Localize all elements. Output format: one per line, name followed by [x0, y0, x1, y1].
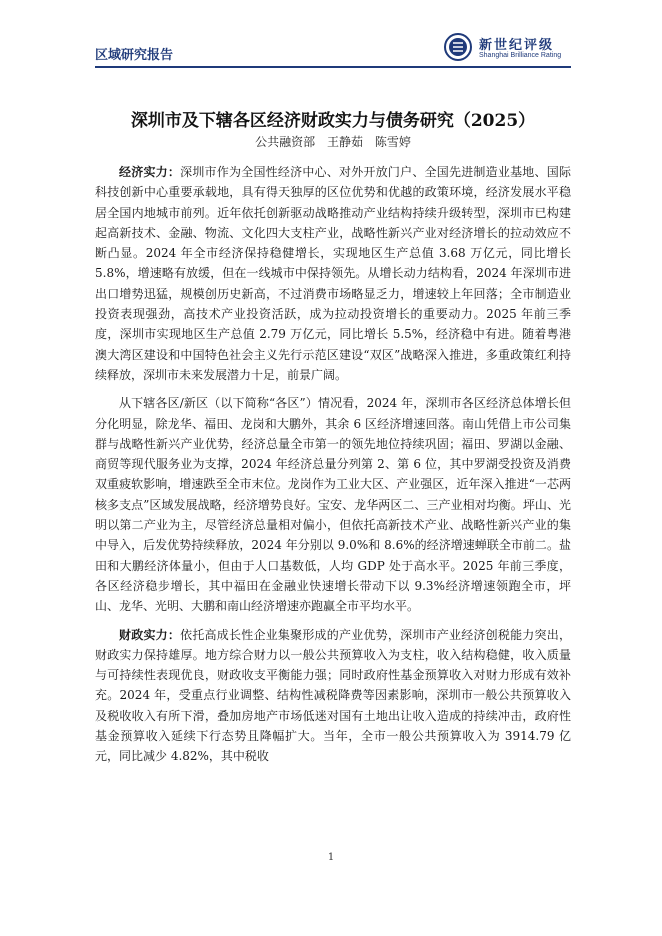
- report-type-label: 区域研究报告: [95, 48, 174, 63]
- section-lead: 财政实力：: [119, 627, 181, 642]
- page-number: 1: [327, 852, 335, 863]
- document-body: [95, 162, 571, 775]
- paragraph-economic-strength: [95, 162, 571, 385]
- author-name: 王静茹: [326, 135, 363, 149]
- author-name: 陈雪婷: [374, 135, 411, 149]
- paragraph-text: 深圳市作为全国性经济中心、对外开放门户、全国先进制造业基地、国际科技创新中心重要承载地，具有得天独厚的区位优势和优越的政策环境，经济发展水平稳居全国内地城市前列。近年依托创新驱动战略推动产业结构持续升级转型，深圳市已构建起高新技术、金融、物流、文化四大支柱产业，战略性新兴产业对经济增长的拉动效应不断凸显。2024 年全市经济保持稳健增长，实现地区生产总值 3.68 万亿元，同比增长 5.8%，增速略有放缓，但在一线城市中保持领先。从增长动力结构看，2024 年深圳市进出口增势迅猛，规模创历史新高，不过消费市场略显乏力，增速较上年回落；全市制造业投资表现强劲，高技术产业投资活跃，成为拉动投资增长的重要动力。2025 年前三季度，深圳市实现地区生产总值 2.79 万亿元，同比增长 5.5%，经济稳中有进。随着粤港澳大湾区建设和中国特色社会主义先行示范区建设“双区”战略深入推进，多重政策红利持续释放，深圳市未来发展潜力十足，前景广阔。: [95, 165, 571, 382]
- brand-name-cn: 新世纪评级: [479, 38, 555, 53]
- document-title: 深圳市及下辖各区经济财政实力与债务研究（2025）: [130, 111, 536, 132]
- author-line: [95, 133, 571, 150]
- paragraph-district-overview: [95, 393, 571, 616]
- paragraph-text: 依托高成长性企业集聚形成的产业优势，深圳市产业经济创税能力突出，财政实力保持雄厚。地方综合财力以一般公共预算收入为支柱，收入结构稳健，收入质量与可持续性表现优良，财政收支平衡能力强；同时政府性基金预算收入对财力形成有效补充。2024 年，受重点行业调整、结构性减税降费等因素影响，深圳市一般公共预算收入及税收收入有所下滑，叠加房地产市场低迷对国有土地出让收入造成的持续冲击，政府性基金预算收入延续下行态势且降幅扩大。当年，全市一般公共预算收入为 3914.79 亿元，同比减少 4.82%，其中税收: [95, 627, 571, 764]
- paragraph-text: 从下辖各区/新区（以下简称“各区”）情况看，2024 年，深圳市各区经济总体增长但分化明显，除龙华、福田、龙岗和大鹏外，其余 6 区经济增速回落。南山凭借上市公司集群与战略性新兴产业优势，经济总量全市第一的领先地位持续巩固；福田、罗湖以金融、商贸等现代服务业为支撑，2024 年经济总量分列第 2、第 6 位，其中罗湖受投资及消费双重疲软影响，增速跌至全市末位。龙岗作为工业大区、产业强区，近年深入推进“一芯两核多支点”区域发展战略，经济增势良好。宝安、龙华两区二、三产业相对均衡。坪山、光明以第二产业为主，尽管经济总量相对偏小，但依托高新技术产业、战略性新兴产业的集中导入，后发优势持续释放，2024 年分别以 9.0%和 8.6%的经济增速蝉联全市前二。盐田和大鹏经济体量小，但由于人口基数低，人均 GDP 处于高水平。2025 年前三季度，各区经济稳步增长，其中福田在金融业快速增长带动下以 9.3%经济增速领跑全市，坪山、龙华、光明、大鹏和南山经济增速亦跑赢全市平均水平。: [95, 396, 571, 614]
- page-header: [0, 0, 662, 72]
- section-lead: 经济实力：: [119, 165, 181, 179]
- paragraph-fiscal-strength: [95, 625, 571, 767]
- brand-emblem-icon: [444, 33, 472, 61]
- brand-name-en: Shanghai Brilliance Rating: [479, 52, 562, 59]
- brand-logo: [444, 33, 594, 65]
- header-divider: [95, 66, 571, 68]
- department-name: 公共融资部: [255, 135, 316, 149]
